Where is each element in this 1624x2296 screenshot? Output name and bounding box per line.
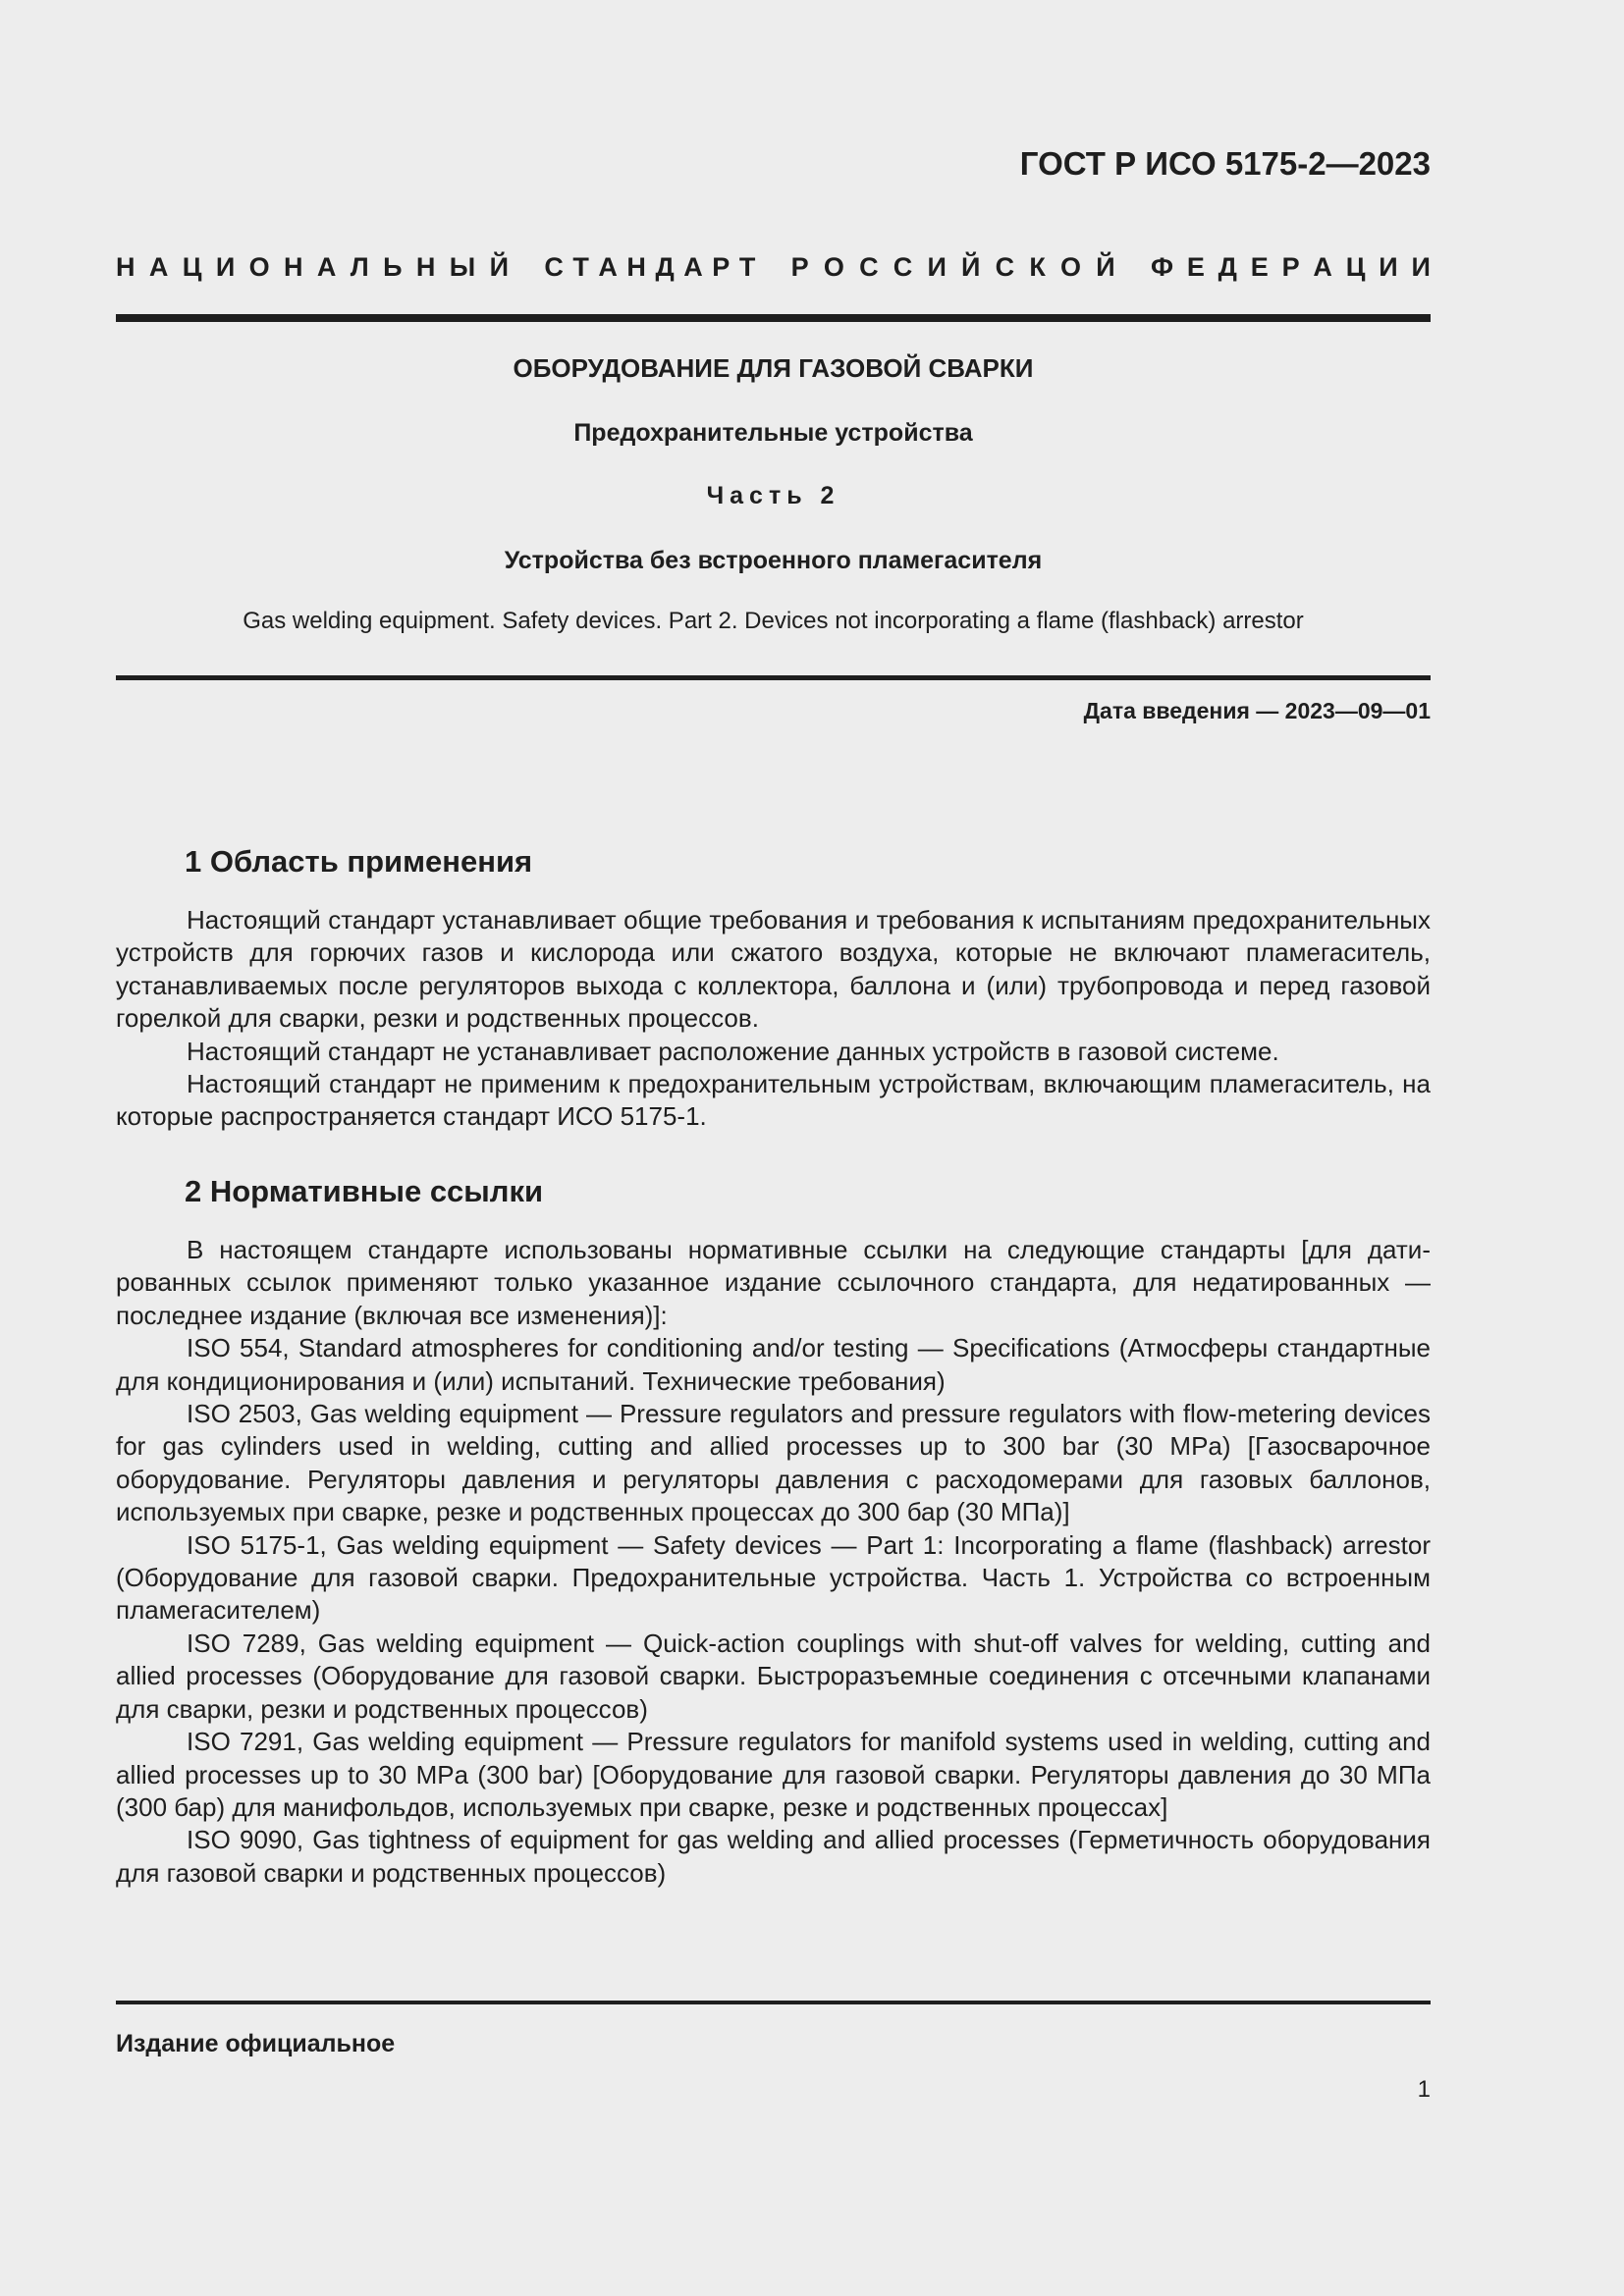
header-word: Ф Е Д Е Р А Ц И И [1150,252,1431,282]
reference-item: ISO 2503, Gas welding equipment — Pressure regulators and pressure regulators with flow-metering devices for gas cylinders used in welding, cutting and allied processes up to 300 bar (30 MPa) [Газосварочное оборудование. Регуляторы давления и регуляторы давления с расходомерами для газовых баллонов, используемых при сварке, резке и родственных процессах до 300 бар (30 МПа)] [116,1399,1431,1527]
document-page [116,0,1431,2296]
section-1-body [116,904,1431,1134]
header-word: Р О С С И Й С К О Й [790,252,1115,282]
paragraph: Настоящий стандарт устанавливает общие требования и требования к испытаниям предохранительных устройств для горючих газов и кислорода или сжатого воздуха, которые не включают пламегаситель, устанавливаемых после регуляторов выхода с коллектора, баллона и (или) трубопровода и перед газовой горелкой для сварки, резки и родственных процессов. [116,905,1431,1034]
national-standard-header [116,252,1431,283]
section-1-heading: 1 Область применения [185,844,533,879]
section-2-heading: 2 Нормативные ссылки [185,1174,544,1208]
top-divider [116,314,1431,322]
title-part: Часть 2 [706,482,840,509]
reference-item: ISO 5175-1, Gas welding equipment — Safety devices — Part 1: Incorporating a flame (flashback) arrestor (Оборудование для газовой сварки. Предохранительные устройства. Часть 1. Устройства со встроенным пламегасителем) [116,1529,1431,1626]
title-english: Gas welding equipment. Safety devices. Part 2. Devices not incorporating a flame (flashback) arrestor [243,608,1304,634]
section-2-body [116,1234,1431,1890]
title-divider [116,675,1431,680]
title-main: ОБОРУДОВАНИЕ ДЛЯ ГАЗОВОЙ СВАРКИ [513,353,1034,383]
official-edition-label: Издание официальное [116,2030,396,2057]
standard-number: ГОСТ Р ИСО 5175-2—2023 [1019,145,1431,182]
header-word: С Т А Н Д А Р Т [544,252,756,282]
paragraph: Настоящий стандарт не применим к предохранительным устройствам, включающим пламегаситель, на которые распространяется стандарт ИСО 5175-1. [116,1069,1431,1132]
title-sub: Предохранительные устройства [573,419,973,447]
reference-item: ISO 554, Standard atmospheres for conditioning and/or testing — Specifications (Атмосферы стандартные для кондиционирования и (или) испытаний. Технические требования) [116,1333,1431,1396]
title-devices: Устройства без встроенного пламегасителя [504,547,1043,574]
paragraph: Настоящий стандарт не устанавливает расположение данных устройств в газовой системе. [187,1036,1279,1066]
reference-item: ISO 7289, Gas welding equipment — Quick-action couplings with shut-off valves for welding, cutting and allied processes (Оборудование для газовой сварки. Быстроразъемные соединения с отсечными клапанами для сварки, резки и родственных процессов) [116,1628,1431,1724]
reference-item: ISO 9090, Gas tightness of equipment for gas welding and allied processes (Герметичность оборудования для газовой сварки и родственных процессов) [116,1825,1431,1888]
page-number: 1 [1417,2076,1431,2103]
reference-item: ISO 7291, Gas welding equipment — Pressure regulators for manifold systems used in welding, cutting and allied processes up to 30 MPa (300 bar) [Оборудование для газовой сварки. Регуляторы давления до 30 МПа (300 бар) для манифольдов, используемых при сварке, резке и родственных процессах] [116,1727,1431,1822]
footer-divider [116,2001,1431,2004]
header-word: Н А Ц И О Н А Л Ь Н Ы Й [116,252,509,282]
introduction-date: Дата введения — 2023—09—01 [1083,698,1431,723]
paragraph: В настоящем стандарте использованы нормативные ссылки на следующие стандарты [для датированных ссылок применяют только указанное издание ссылочного стандарта, для недатированных — последнее издание (включая все изменения)]: [116,1235,1431,1330]
